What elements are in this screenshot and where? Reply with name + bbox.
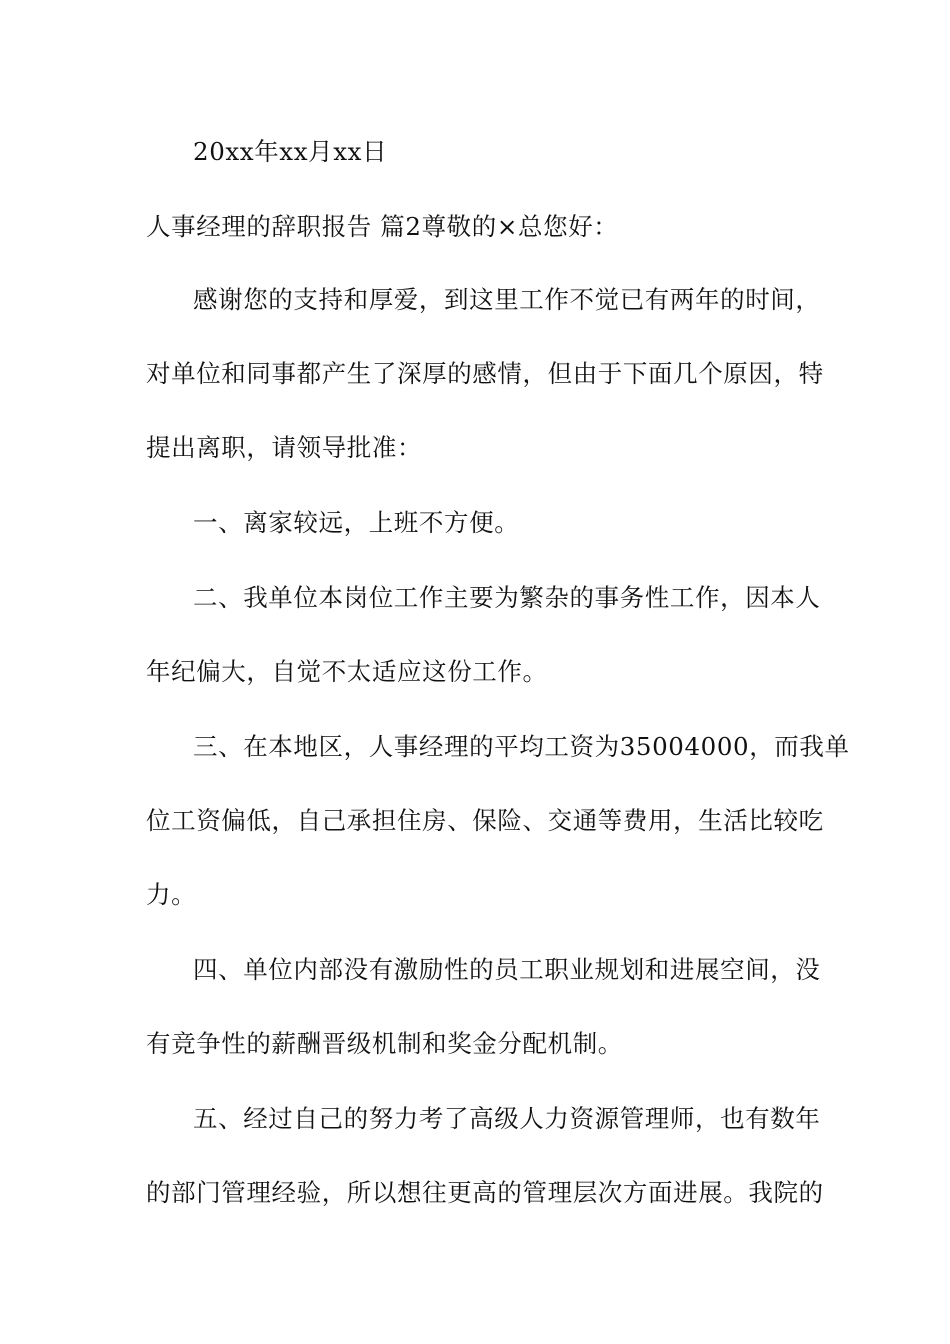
paragraph-line: 有竞争性的薪酬晋级机制和奖金分配机制。 bbox=[146, 1029, 623, 1058]
paragraph-line: 力。 bbox=[146, 880, 197, 909]
paragraph-line: 提出离职，请领导批准： bbox=[146, 433, 423, 462]
paragraph-line: 位工资偏低，自己承担住房、保险、交通等费用，生活比较吃 bbox=[146, 806, 824, 835]
paragraph-line: 四、单位内部没有激励性的员工职业规划和进展空间，没 bbox=[193, 955, 821, 984]
paragraph-line: 五、经过自己的努力考了高级人力资源管理师，也有数年 bbox=[193, 1104, 821, 1133]
date-line: 20xx年xx月xx日 bbox=[193, 137, 388, 166]
paragraph-line: 对单位和同事都产生了深厚的感情，但由于下面几个原因，特 bbox=[146, 359, 824, 388]
paragraph-line: 的部门管理经验，所以想往更高的管理层次方面进展。我院的 bbox=[146, 1178, 824, 1207]
paragraph-line: 年纪偏大，自觉不太适应这份工作。 bbox=[146, 657, 548, 686]
paragraph-line: 感谢您的支持和厚爱，到这里工作不觉已有两年的时间， bbox=[193, 285, 821, 314]
paragraph-line: 一、离家较远，上班不方便。 bbox=[193, 508, 520, 537]
paragraph-line: 三、在本地区，人事经理的平均工资为35004000，而我单 bbox=[193, 732, 850, 761]
report-heading: 人事经理的辞职报告 篇2尊敬的×总您好： bbox=[146, 212, 619, 241]
paragraph-line: 二、我单位本岗位工作主要为繁杂的事务性工作，因本人 bbox=[193, 583, 821, 612]
